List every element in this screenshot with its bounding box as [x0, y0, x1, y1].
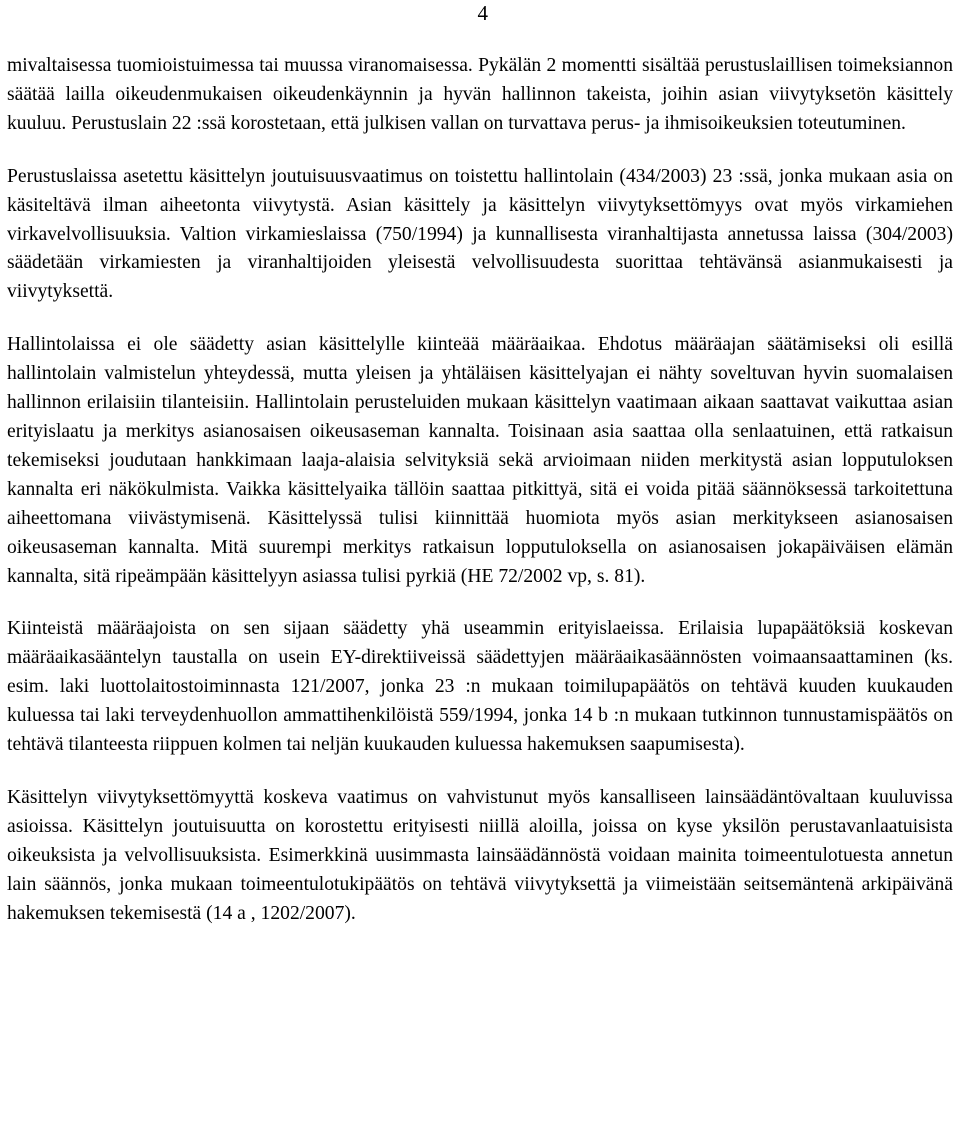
document-body	[7, 52, 953, 928]
paragraph-1: mivaltaisessa tuomioistuimessa tai muussa viranomaisessa. Pykälän 2 momentti sisältää perustuslaillisen toimeksiannon säätää lailla oikeudenmukaisen oikeudenkäynnin ja hyvän hallinnon takeista, joihin asian viivytyksetön käsittely kuuluu. Perustuslain 22 :ssä korostetaan, että julkisen vallan on turvattava perus- ja ihmisoikeuksien toteutuminen.	[7, 55, 953, 134]
paragraph-5: Käsittelyn viivytyksettömyyttä koskeva vaatimus on vahvistunut myös kansalliseen lainsäädäntövaltaan kuuluvissa asioissa. Käsittelyn joutuisuutta on korostettu erityisesti niillä aloilla, joissa on kyse yksilön perustavanlaatuisista oikeuksista ja velvollisuuksista. Esimerkkinä uusimmasta lainsäädännöstä voidaan mainita toimeentulotuesta annetun lain säännös, jonka mukaan toimeentulotukipäätös on tehtävä viivytyksettä ja viimeistään seitsemäntenä arkipäivänä hakemuksen tekemisestä (14 a , 1202/2007).	[7, 786, 953, 924]
page-number: 4	[477, 1, 488, 25]
paragraph-3: Hallintolaissa ei ole säädetty asian käsittelylle kiinteää määräaikaa. Ehdotus määräajan säätämiseksi oli esillä hallintolain valmistelun yhteydessä, mutta yleisen ja yhtäläisen käsittelyajan ei nähty soveltuvan hyvin suomalaisen hallinnon erilaisiin tilanteisiin. Hallintolain perusteluiden mukaan käsittelyn vaatimaan aikaan saattavat vaikuttaa asian erityislaatu ja merkitys asianosaisen oikeusaseman kannalta. Toisinaan asia saattaa olla senlaatuinen, että ratkaisun tekemiseksi joudutaan hankkimaan laaja-alaisia selvityksiä sekä arvioimaan niiden merkitystä asian lopputuloksen kannalta eri näkökulmista. Vaikka käsittelyaika tällöin saattaa pitkittyä, sitä ei voida pitää säännöksessä tarkoitettuna aiheettomana viivästymisenä. Käsittelyssä tulisi kiinnittää huomiota myös asian merkitykseen asianosaisen oikeusaseman kannalta. Mitä suurempi merkitys ratkaisun lopputuloksella on asianosaisen jokapäiväisen elämän kannalta, sitä ripeämpään käsittelyyn asiassa tulisi pyrkiä (HE 72/2002 vp, s. 81).	[7, 334, 953, 587]
paragraph-2: Perustuslaissa asetettu käsittelyn joutuisuusvaatimus on toistettu hallintolain (434/2003) 23 :ssä, jonka mukaan asia on käsiteltävä ilman aiheetonta viivytystä. Asian käsittely ja käsittelyn viivytyksettömyys ovat myös virkamiehen virkavelvollisuuksia. Valtion virkamieslaissa (750/1994) ja kunnallisesta viranhaltijasta annetussa laissa (304/2003) säädetään virkamiesten ja viranhaltijoiden yleisestä velvollisuudesta suorittaa tehtävänsä asianmukaisesti ja viivytyksettä.	[7, 165, 953, 303]
paragraph-4: Kiinteistä määräajoista on sen sijaan säädetty yhä useammin erityislaeissa. Erilaisia lupapäätöksiä koskevan määräaikasääntelyn taustalla on usein EY-direktiiveissä säädettyjen määräaikasäännösten voimaansaattaminen (ks. esim. laki luottolaitostoiminnasta 121/2007, jonka 23 :n mukaan toimilupapäätös on tehtävä kuuden kuukauden kuluessa tai laki terveydenhuollon ammattihenkilöistä 559/1994, jonka 14 b :n mukaan tutkinnon tunnustamispäätös on tehtävä tilanteesta riippuen kolmen tai neljän kuukauden kuluessa hakemuksen saapumisesta).	[7, 618, 953, 756]
